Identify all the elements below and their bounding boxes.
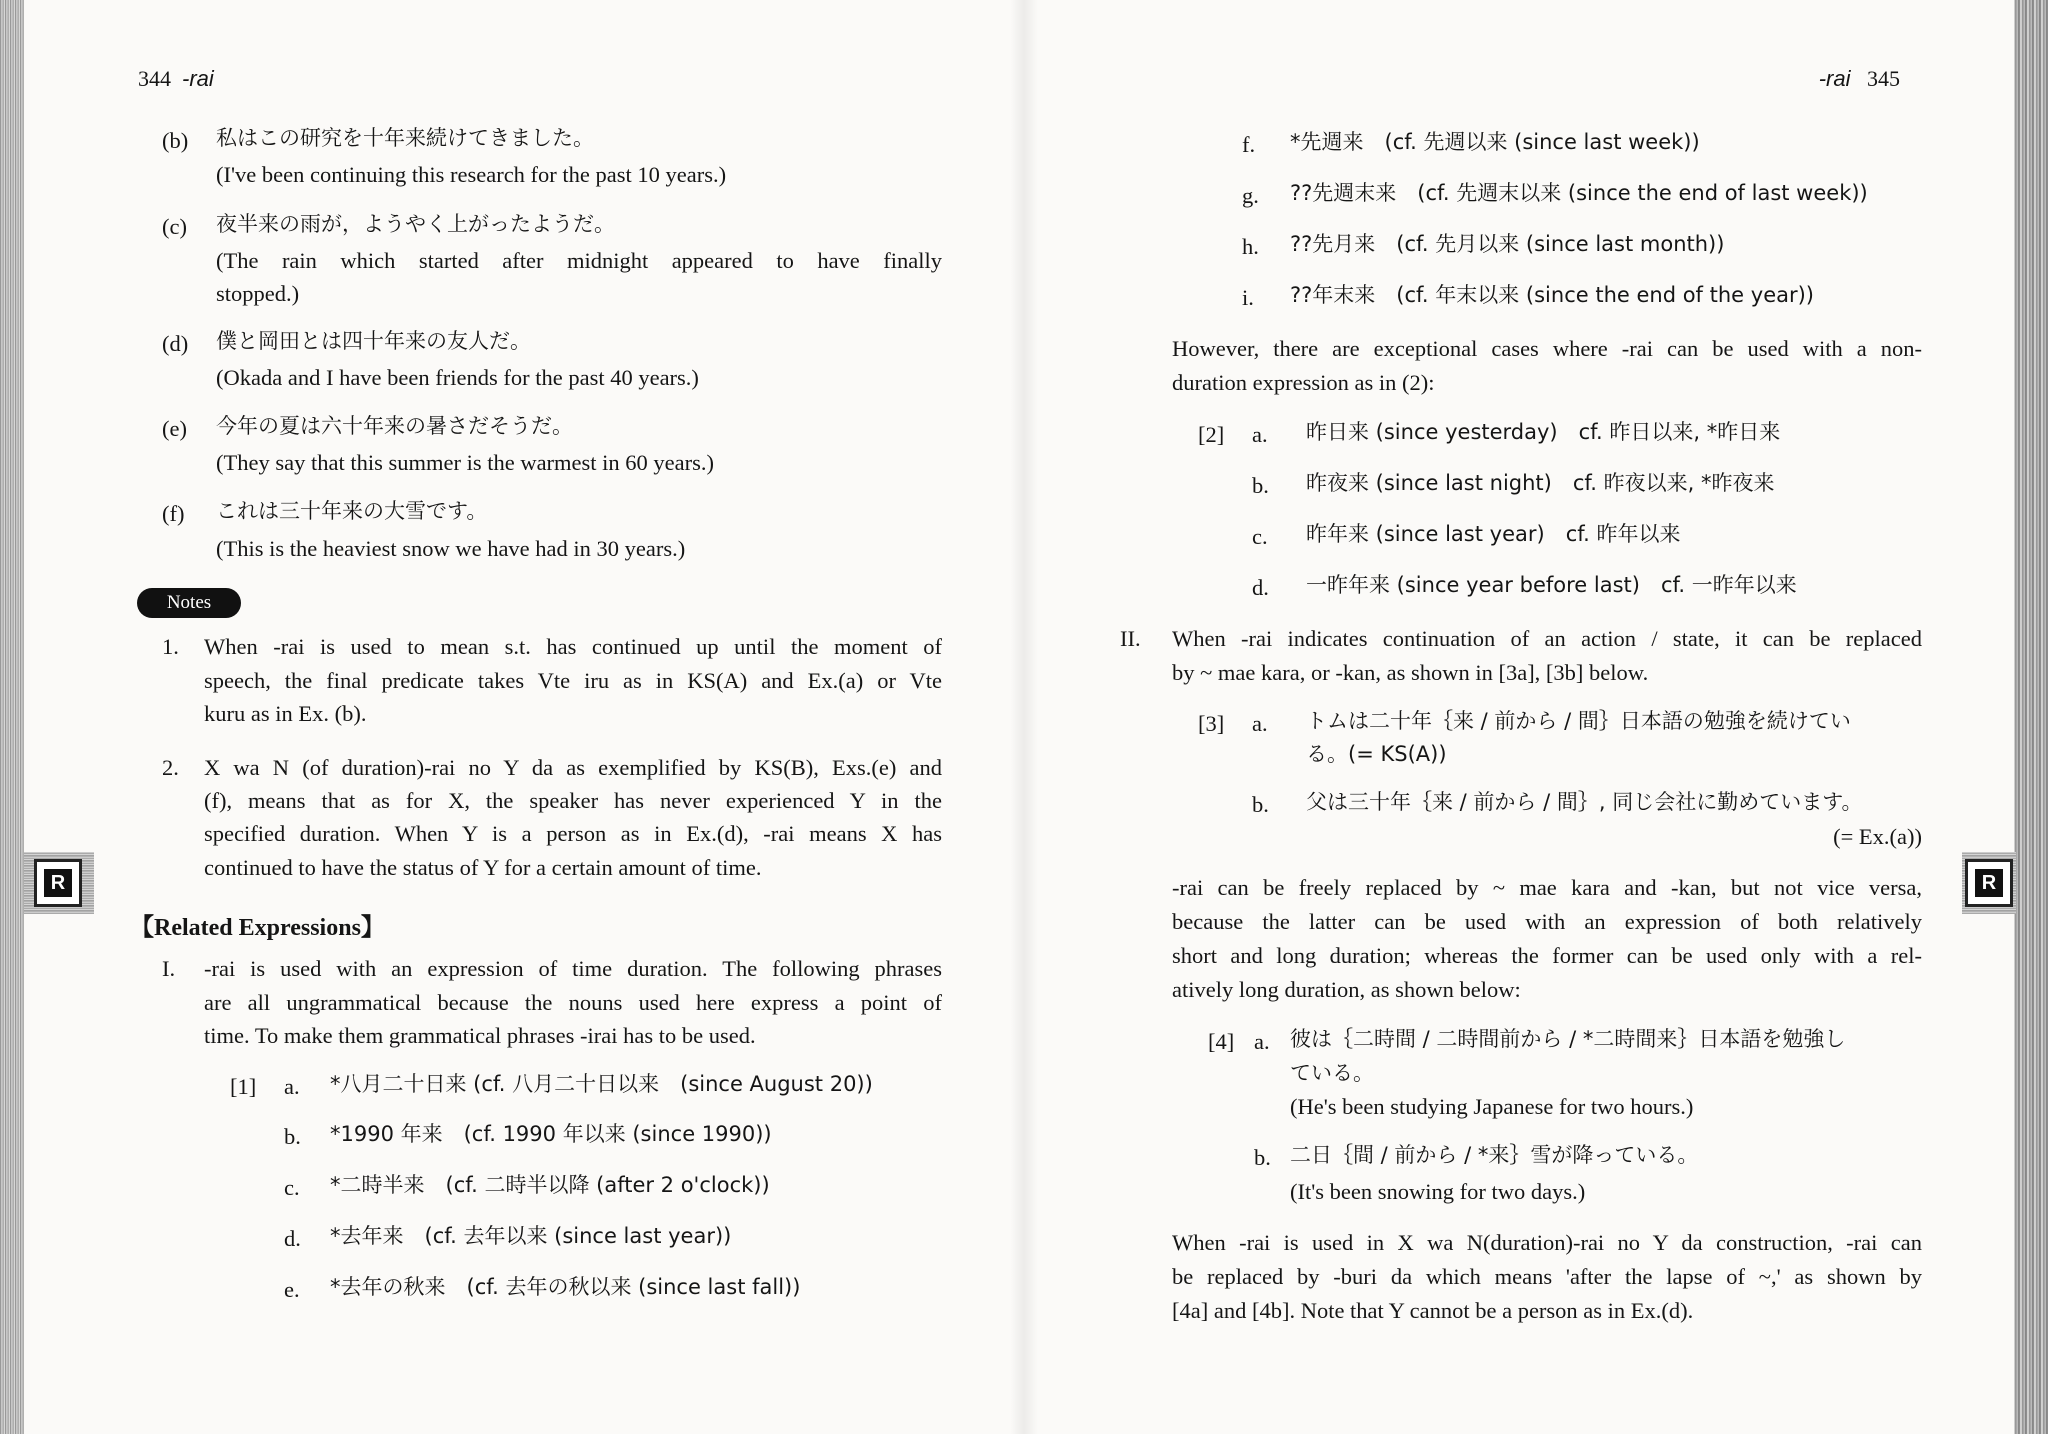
list-item-label: c. [284, 1175, 300, 1200]
left-page [0, 0, 1020, 1434]
list-item-text: 昨夜来 (since last night) cf. 昨夜以来, *昨夜来 [1306, 471, 1775, 495]
paragraph-text: because the latter can be used with an expression of both relatively [1172, 909, 1922, 934]
example-translation: (This is the heaviest snow we have had in 30 years.) [216, 536, 686, 561]
note-text: speech, the final predicate takes Vte iru as in KS(A) and Ex.(a) or Vte [204, 668, 942, 693]
note-text: kuru as in Ex. (b). [204, 701, 367, 726]
example-translation: (Okada and I have been friends for the past 40 years.) [216, 365, 699, 390]
list-label: [1] [230, 1074, 257, 1099]
right-page-number: 345 [1867, 66, 1900, 91]
tab-letter: R [44, 869, 72, 897]
list-item-label: b. [1254, 1145, 1271, 1170]
list-item-label: h. [1242, 234, 1259, 259]
list-item-text: *去年来 (cf. 去年以来 (since last year)) [330, 1224, 732, 1248]
thumb-index-tab [1965, 859, 2013, 907]
list-item-text: 昨日来 (since yesterday) cf. 昨日以来, *昨日来 [1306, 420, 1781, 444]
example-label: (b) [162, 128, 189, 153]
list-item-label: a. [1252, 711, 1268, 736]
list-item-text: (= Ex.(a)) [1833, 824, 1922, 849]
note-text: specified duration. When Y is a person as in Ex.(d), -rai means X has [204, 821, 942, 846]
example-japanese: 僕と岡田とは四十年来の友人だ。 [216, 329, 531, 353]
left-page-number: 344 [138, 66, 171, 91]
related-number: II. [1120, 626, 1141, 651]
paragraph-text: When -rai is used in X wa N(duration)-rai no Y da construction, -rai can [1172, 1230, 1922, 1255]
list-item-text: *二時半来 (cf. 二時半以降 (after 2 o'clock)) [330, 1173, 770, 1197]
list-item-label: a. [284, 1074, 300, 1099]
related-text: -rai is used with an expression of time duration. The following phrases [204, 956, 942, 981]
paragraph-text: atively long duration, as shown below: [1172, 977, 1521, 1002]
list-item-text: (It's been snowing for two days.) [1290, 1179, 1586, 1204]
example-label: (f) [162, 501, 185, 526]
note-text: X wa N (of duration)-rai no Y da as exemplified by KS(B), Exs.(e) and [204, 755, 942, 780]
example-label: (c) [162, 214, 187, 239]
list-label: [3] [1198, 711, 1225, 736]
paragraph-text: short and long duration; whereas the former can be used only with a rel- [1172, 943, 1922, 968]
related-expressions-heading: 【Related Expressions】 [130, 915, 385, 941]
example-label: (e) [162, 416, 187, 441]
related-number: I. [162, 956, 176, 981]
list-item-text: *先週来 (cf. 先週以来 (since last week)) [1290, 130, 1700, 154]
example-translation: (The rain which started after midnight appeared to have finally [216, 248, 942, 273]
list-item-text: 二日｛間 / 前から / *来｝雪が降っている。 [1290, 1143, 1699, 1167]
example-japanese: 私はこの研究を十年来続けてきました。 [216, 126, 594, 150]
example-translation: stopped.) [216, 281, 300, 306]
list-item-text: ??先月来 (cf. 先月以来 (since last month)) [1290, 232, 1725, 256]
paragraph-text: duration expression as in (2): [1172, 370, 1435, 395]
left-running-head: -rai [182, 66, 214, 91]
right-page-header [1819, 66, 1900, 92]
list-item-text: 彼は｛二時間 / 二時間前から / *二時間来｝日本語を勉強し [1290, 1027, 1846, 1051]
note-number: 1. [162, 634, 179, 659]
example-japanese: 今年の夏は六十年来の暑さだそうだ。 [216, 414, 573, 438]
right-page [1028, 0, 2048, 1434]
list-item-label: c. [1252, 524, 1268, 549]
paragraph-text: [4a] and [4b]. Note that Y cannot be a person as in Ex.(d). [1172, 1298, 1694, 1323]
list-item-text: 一昨年来 (since year before last) cf. 一昨年以来 [1306, 573, 1797, 597]
note-text: continued to have the status of Y for a certain amount of time. [204, 855, 762, 880]
list-item-text: ??年末来 (cf. 年末以来 (since the end of the year)) [1290, 283, 1815, 307]
paragraph-text: -rai can be freely replaced by ~ mae kara and -kan, but not vice versa, [1172, 875, 1922, 900]
list-item-text: る。(= KS(A)) [1306, 742, 1447, 766]
paragraph-text: However, there are exceptional cases where -rai can be used with a non- [1172, 336, 1922, 361]
example-translation: (They say that this summer is the warmest in 60 years.) [216, 450, 715, 475]
tab-letter: R [1975, 869, 2003, 897]
example-label: (d) [162, 331, 189, 356]
example-translation: (I've been continuing this research for the past 10 years.) [216, 162, 727, 187]
list-item-label: a. [1254, 1029, 1270, 1054]
list-item-text: *1990 年来 (cf. 1990 年以来 (since 1990)) [330, 1122, 772, 1146]
related-text: time. To make them grammatical phrases -irai has to be used. [204, 1023, 756, 1048]
related-text: When -rai indicates continuation of an action / state, it can be replaced [1172, 626, 1922, 651]
notes-badge: Notes [137, 588, 241, 618]
list-item-text: ている。 [1290, 1061, 1374, 1085]
related-text: are all ungrammatical because the nouns used here express a point of [204, 990, 942, 1015]
list-item-text: 昨年来 (since last year) cf. 昨年以来 [1306, 522, 1681, 546]
list-item-text: トムは二十年｛来 / 前から / 間｝日本語の勉強を続けてい [1306, 709, 1851, 733]
left-page-header [138, 66, 214, 92]
list-item-label: e. [284, 1277, 300, 1302]
list-item-text: ??先週末来 (cf. 先週末以来 (since the end of last week)) [1290, 181, 1868, 205]
list-label: [2] [1198, 422, 1225, 447]
list-item-label: a. [1252, 422, 1268, 447]
list-item-label: d. [284, 1226, 301, 1251]
list-item-label: i. [1242, 285, 1254, 310]
list-item-text: *八月二十日来 (cf. 八月二十日以来 (since August 20)) [330, 1072, 873, 1096]
list-item-label: f. [1242, 132, 1256, 157]
list-item-text: *去年の秋来 (cf. 去年の秋以来 (since last fall)) [330, 1275, 801, 1299]
list-item-label: g. [1242, 183, 1259, 208]
list-item-label: d. [1252, 575, 1269, 600]
right-running-head: -rai [1818, 66, 1851, 91]
list-label: [4] [1208, 1029, 1235, 1054]
note-text: (f), means that as for X, the speaker has never experienced Y in the [204, 788, 942, 813]
example-japanese: これは三十年来の大雪です。 [216, 499, 488, 523]
paragraph-text: be replaced by -buri da which means 'after the lapse of ~,' as shown by [1172, 1264, 1922, 1289]
thumb-index-tab [34, 859, 82, 907]
note-number: 2. [162, 755, 179, 780]
list-item-text: (He's been studying Japanese for two hours.) [1290, 1094, 1694, 1119]
list-item-text: 父は三十年｛来 / 前から / 間｝, 同じ会社に勤めています。 [1306, 790, 1863, 814]
related-text: by ~ mae kara, or -kan, as shown in [3a], [3b] below. [1172, 660, 1649, 685]
note-text: When -rai is used to mean s.t. has continued up until the moment of [204, 634, 942, 659]
list-item-label: b. [1252, 792, 1269, 817]
list-item-label: b. [1252, 473, 1269, 498]
example-japanese: 夜半来の雨が，ようやく上がったようだ。 [216, 212, 615, 236]
list-item-label: b. [284, 1124, 301, 1149]
